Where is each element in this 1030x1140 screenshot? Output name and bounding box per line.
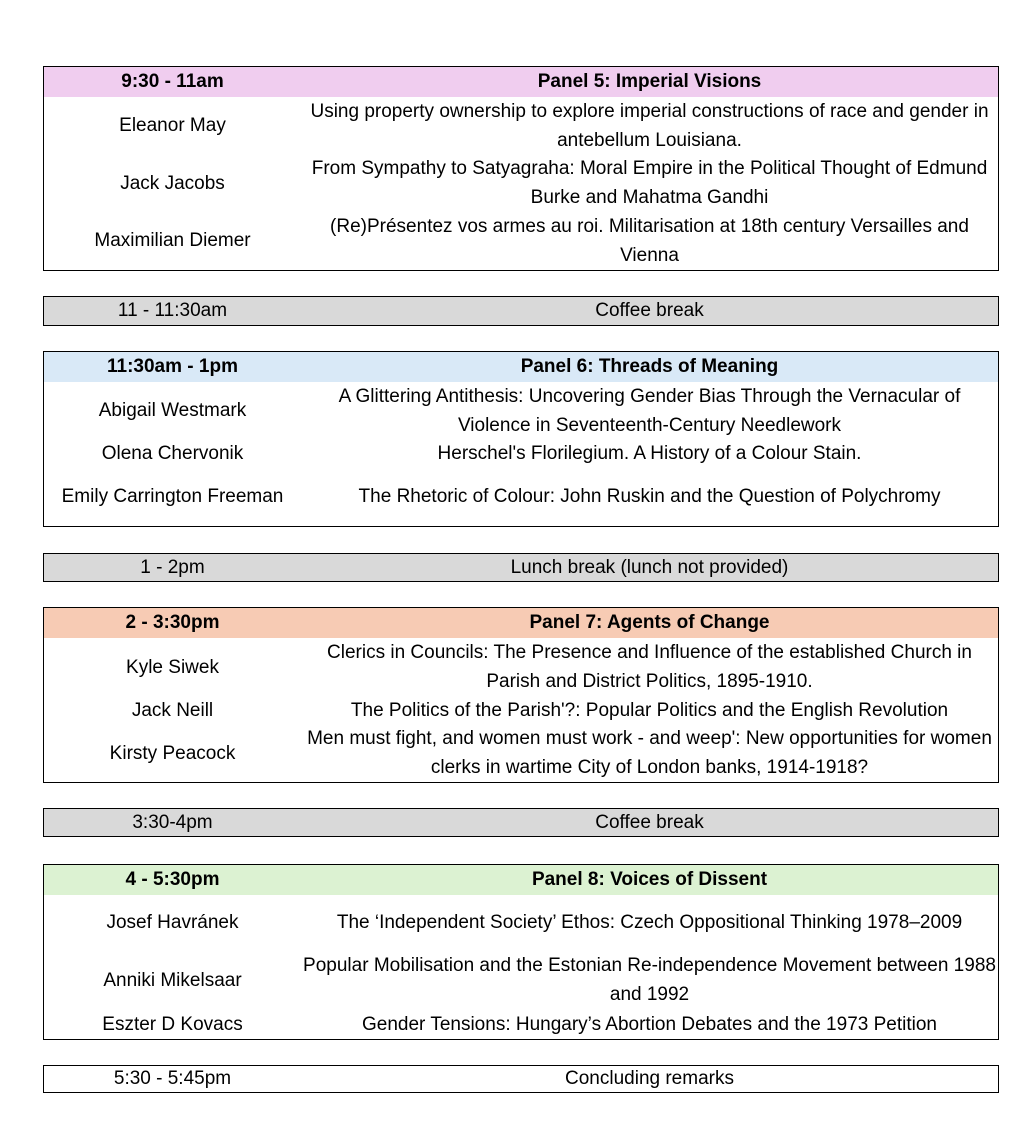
talk-row	[44, 950, 998, 1010]
talk-row	[44, 725, 998, 781]
speaker: Eszter D Kovacs	[102, 1013, 243, 1035]
talk-row	[44, 212, 998, 269]
speaker: Emily Carrington Freeman	[61, 486, 284, 507]
break-coffee-2	[43, 808, 999, 837]
break-label: Coffee break	[595, 811, 704, 833]
panel-5-time: 9:30 - 11am	[121, 71, 224, 92]
talk-row	[44, 382, 998, 439]
panel-8-title: Panel 8: Voices of Dissent	[531, 869, 768, 890]
speaker: Kyle Siwek	[126, 656, 219, 678]
talk-row	[44, 1010, 998, 1038]
talk-title: A Glittering Antithesis: Uncovering Gender Bias Through the Vernacular of Violence in Seventeenth-Century Needlework	[338, 385, 961, 436]
panel-5	[43, 66, 999, 271]
panel-7-title: Panel 7: Agents of Change	[529, 612, 770, 633]
break-time: 5:30 - 5:45pm	[113, 1068, 232, 1089]
break-label: Concluding remarks	[565, 1068, 734, 1089]
talk-row	[44, 895, 998, 950]
speaker: Josef Havránek	[106, 912, 239, 933]
talk-row	[44, 468, 998, 525]
break-label: Coffee break	[595, 300, 704, 321]
talk-row	[44, 439, 998, 468]
panel-5-header	[44, 67, 998, 97]
break-time: 1 - 2pm	[140, 556, 205, 578]
talk-row	[44, 154, 998, 212]
speaker: Olena Chervonik	[101, 443, 244, 464]
speaker: Eleanor May	[119, 115, 226, 136]
speaker: Jack Neill	[131, 700, 214, 721]
break-time: 3:30-4pm	[132, 811, 213, 833]
talk-title: The Politics of the Parish'?: Popular Politics and the English Revolution	[350, 700, 949, 721]
panel-7-time: 2 - 3:30pm	[125, 612, 220, 633]
talk-title: Clerics in Councils: The Presence and Influence of the established Church in Parish and District Politics, 1895-1910.	[327, 642, 972, 692]
speaker: Jack Jacobs	[120, 172, 225, 194]
concluding-remarks	[43, 1065, 999, 1093]
talk-title: Gender Tensions: Hungary’s Abortion Debates and the 1973 Petition	[362, 1013, 937, 1035]
break-label: Lunch break (lunch not provided)	[510, 556, 789, 578]
panel-6-title: Panel 6: Threads of Meaning	[520, 356, 779, 377]
panel-6-header	[44, 352, 998, 382]
panel-8-time: 4 - 5:30pm	[125, 869, 220, 890]
speaker: Abigail Westmark	[98, 400, 247, 421]
break-time: 11 - 11:30am	[117, 300, 228, 321]
talk-title: Herschel's Florilegium. A History of a Colour Stain.	[437, 443, 862, 464]
panel-7	[43, 607, 999, 783]
panel-6	[43, 351, 999, 527]
talk-title: (Re)Présentez vos armes au roi. Militarisation at 18th century Versailles and Vienna	[330, 215, 969, 266]
talk-title: Using property ownership to explore imperial constructions of race and gender in antebellum Louisiana.	[310, 100, 989, 151]
panel-5-title: Panel 5: Imperial Visions	[537, 71, 762, 92]
talk-row	[44, 696, 998, 725]
panel-8	[43, 864, 999, 1040]
speaker: Maximilian Diemer	[94, 230, 251, 251]
talk-title: Popular Mobilisation and the Estonian Re-independence Movement between 1988 and 1992	[303, 955, 996, 1005]
break-lunch	[43, 553, 999, 582]
break-coffee-1	[43, 296, 999, 326]
talk-row	[44, 638, 998, 696]
talk-title: Men must fight, and women must work - and weep': New opportunities for women clerks in wartime City of London banks, 1914-1918?	[307, 728, 992, 778]
speaker: Kirsty Peacock	[109, 742, 236, 764]
speaker: Anniki Mikelsaar	[103, 969, 242, 991]
panel-6-time: 11:30am - 1pm	[107, 356, 238, 377]
panel-8-header	[44, 865, 998, 895]
talk-title: The Rhetoric of Colour: John Ruskin and the Question of Polychromy	[358, 486, 941, 507]
talk-title: The ‘Independent Society’ Ethos: Czech Oppositional Thinking 1978–2009	[336, 912, 963, 933]
talk-row	[44, 97, 998, 154]
panel-7-header	[44, 608, 998, 638]
talk-title: From Sympathy to Satyagraha: Moral Empire in the Political Thought of Edmund Burke and Mahatma Gandhi	[311, 158, 988, 208]
